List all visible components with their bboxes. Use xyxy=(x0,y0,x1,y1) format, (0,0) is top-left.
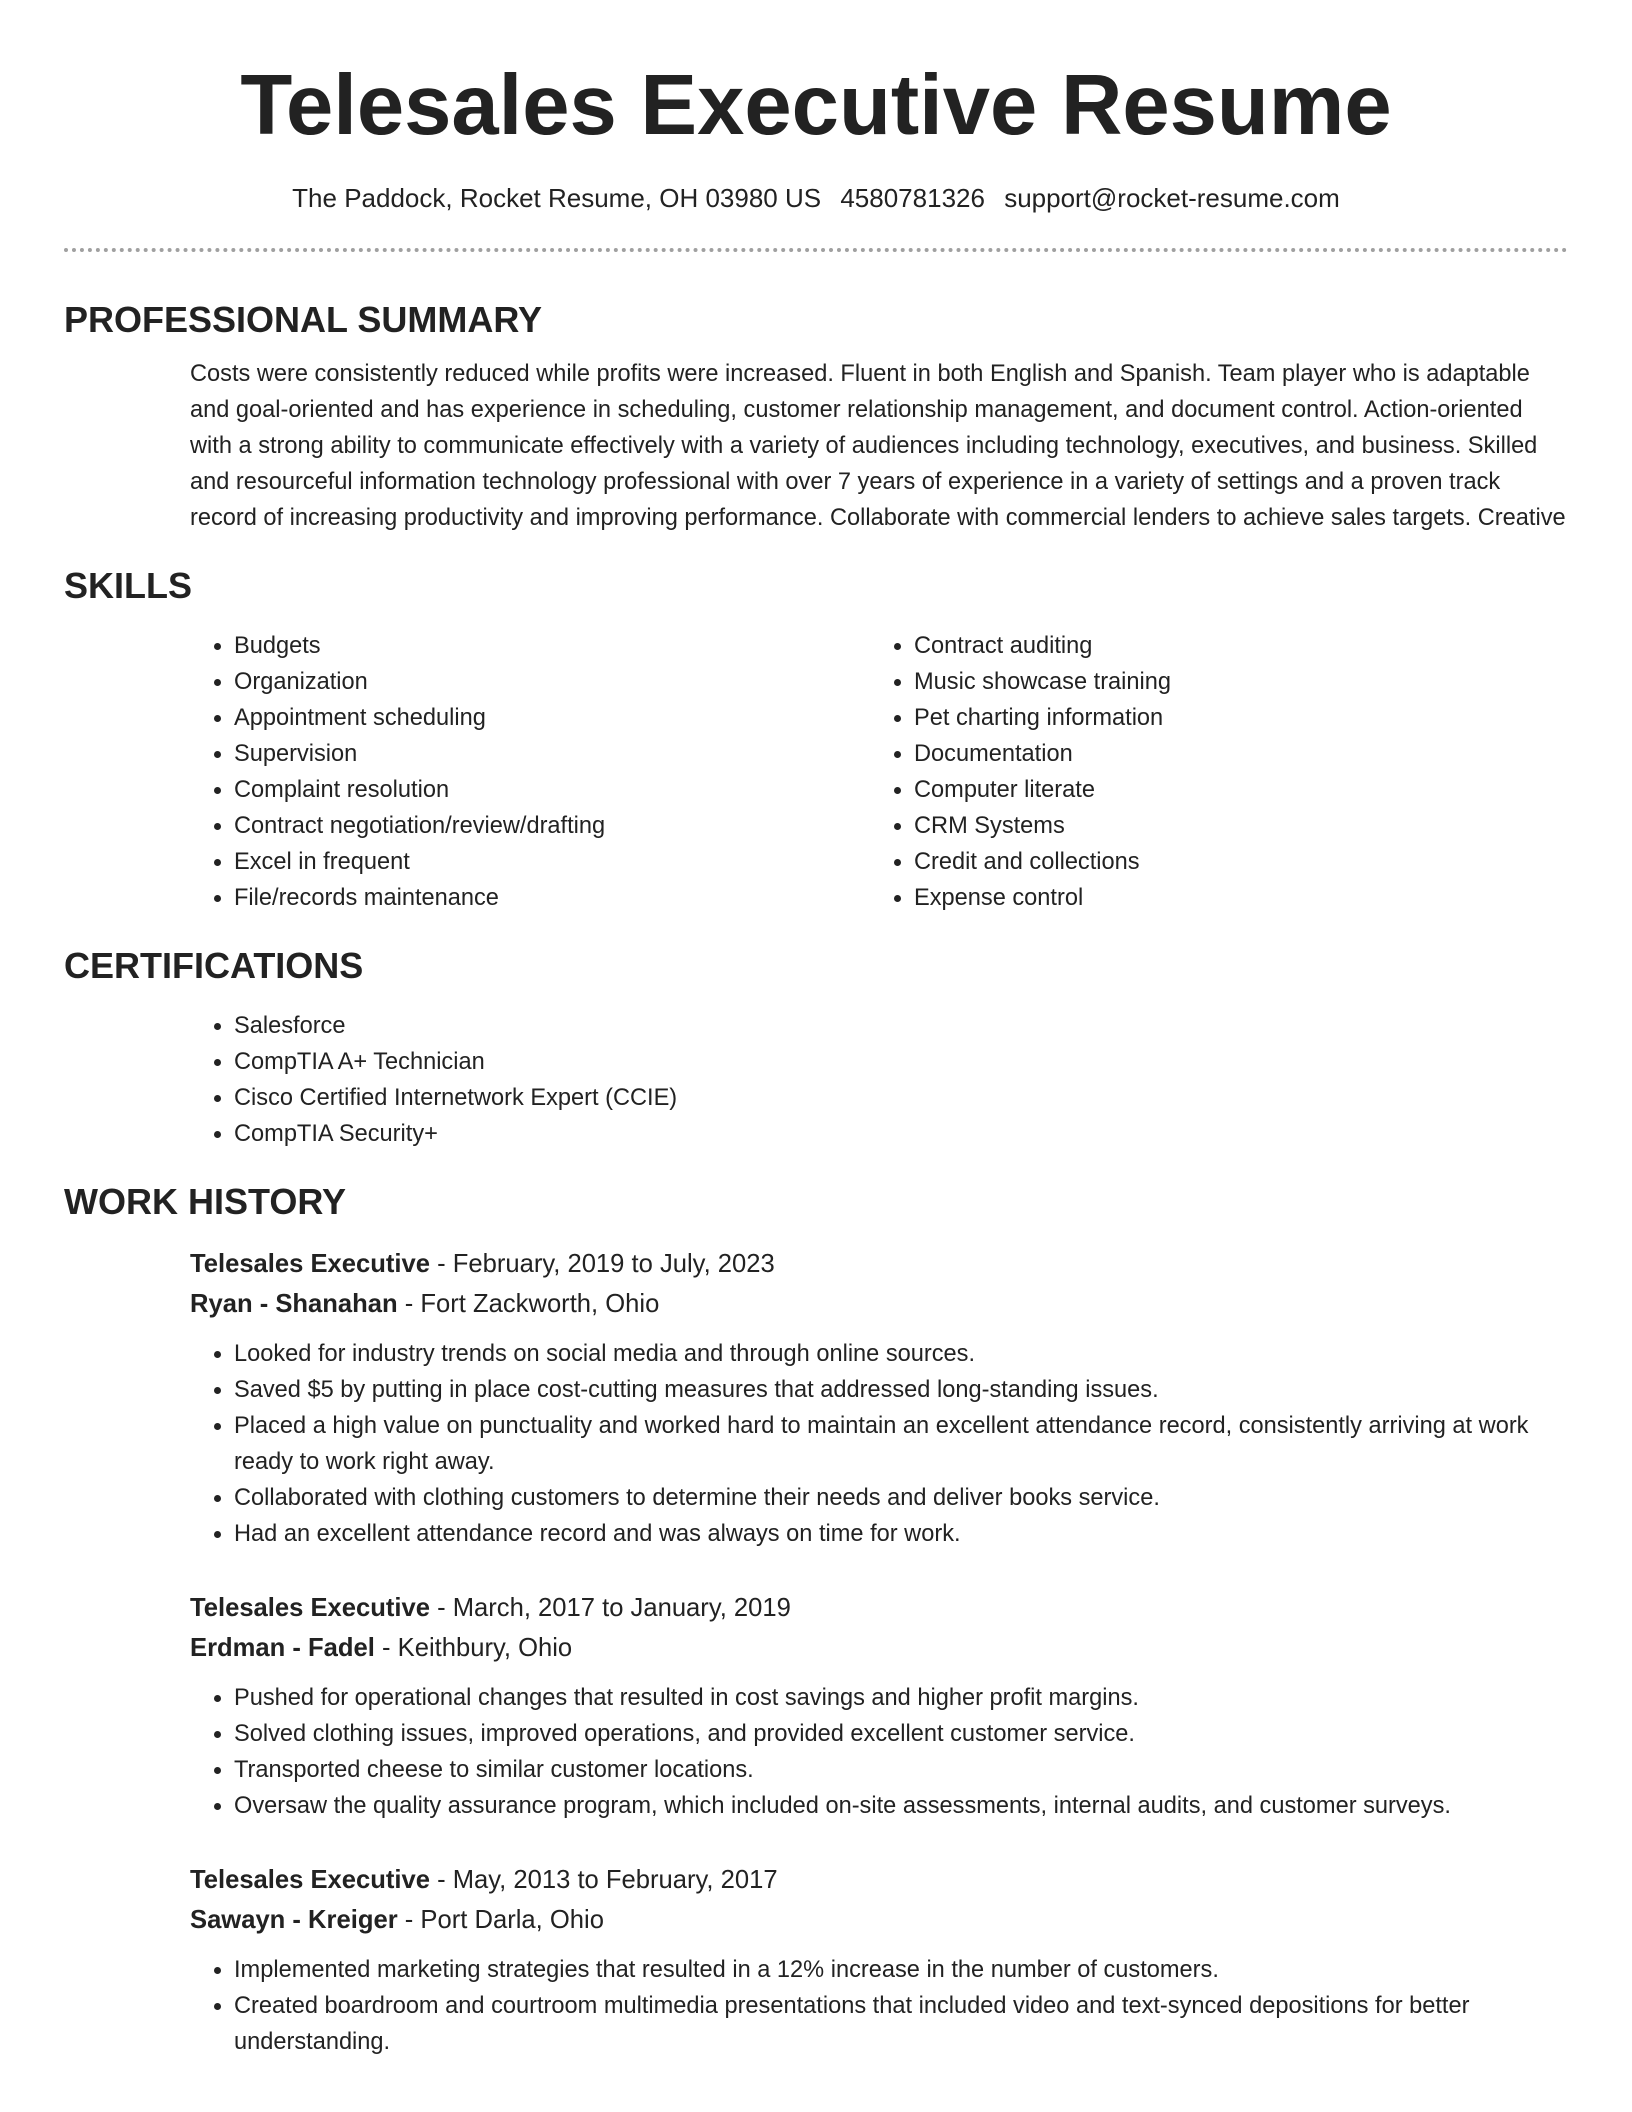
skills-column-left xyxy=(190,628,870,916)
job-bullet: • Pushed for operational changes that resulted in cost savings and higher profit margins. xyxy=(234,1680,1568,1716)
skill-item: • Appointment scheduling xyxy=(234,700,870,736)
skill-item: • Credit and collections xyxy=(914,844,1550,880)
job-entry xyxy=(190,1588,1568,1824)
contact-phone: 4580781326 xyxy=(840,183,985,213)
job-bullet: • Placed a high value on punctuality and worked hard to maintain an excellent attendance record, consistently arriving at work ready to work right away. xyxy=(234,1408,1568,1480)
skill-item: • Excel in frequent xyxy=(234,844,870,880)
job-location: - Port Darla, Ohio xyxy=(397,1906,604,1934)
job-role: Telesales Executive xyxy=(190,1594,430,1622)
certifications-list-wrap xyxy=(190,1008,1568,1152)
job-role: Telesales Executive xyxy=(190,1250,430,1278)
skill-item: • Contract negotiation/review/drafting xyxy=(234,808,870,844)
skills-list-left xyxy=(190,628,870,916)
work-history-heading: WORK HISTORY xyxy=(64,1181,347,1222)
job-title-line xyxy=(190,1860,1568,1900)
skills-section xyxy=(64,564,1568,916)
job-location: - Keithbury, Ohio xyxy=(374,1634,573,1662)
job-company-line xyxy=(190,1284,1568,1324)
header-divider xyxy=(64,248,1568,252)
job-title-line xyxy=(190,1244,1568,1284)
job-bullet: • Solved clothing issues, improved operations, and provided excellent customer service. xyxy=(234,1716,1568,1752)
summary-section xyxy=(64,298,1568,536)
job-bullet: • Looked for industry trends on social media and through online sources. xyxy=(234,1336,1568,1372)
job-dates: - May, 2013 to February, 2017 xyxy=(429,1866,778,1894)
job-bullet: • Had an excellent attendance record and was always on time for work. xyxy=(234,1516,1568,1552)
summary-heading: PROFESSIONAL SUMMARY xyxy=(64,299,543,340)
job-bullet: • Saved $5 by putting in place cost-cutting measures that addressed long-standing issues. xyxy=(234,1372,1568,1408)
certification-item: • CompTIA A+ Technician xyxy=(234,1044,1568,1080)
certification-item: • CompTIA Security+ xyxy=(234,1116,1568,1152)
job-role: Telesales Executive xyxy=(190,1866,430,1894)
job-title-line xyxy=(190,1588,1568,1628)
certifications-heading: CERTIFICATIONS xyxy=(64,945,364,986)
job-bullet: • Created boardroom and courtroom multimedia presentations that included video and text-synced depositions for better understanding. xyxy=(234,1988,1568,2060)
job-company-line xyxy=(190,1900,1568,1940)
certification-item: • Cisco Certified Internetwork Expert (CCIE) xyxy=(234,1080,1568,1116)
job-entry xyxy=(190,1244,1568,1552)
certifications-section xyxy=(64,944,1568,1152)
skill-item: • Pet charting information xyxy=(914,700,1550,736)
job-dates: - February, 2019 to July, 2023 xyxy=(429,1250,775,1278)
skill-item: • Supervision xyxy=(234,736,870,772)
skill-item: • Documentation xyxy=(914,736,1550,772)
job-bullet: • Transported cheese to similar customer locations. xyxy=(234,1752,1568,1788)
skills-list-right xyxy=(870,628,1550,916)
contact-address: The Paddock, Rocket Resume, OH 03980 US xyxy=(292,183,822,213)
skill-item: • File/records maintenance xyxy=(234,880,870,916)
contact-email: support@rocket-resume.com xyxy=(1004,183,1340,213)
skill-item: • Expense control xyxy=(914,880,1550,916)
skills-column-right xyxy=(870,628,1550,916)
skills-heading: SKILLS xyxy=(64,565,193,606)
certifications-list xyxy=(190,1008,1568,1152)
job-dates: - March, 2017 to January, 2019 xyxy=(429,1594,791,1622)
work-history-section xyxy=(64,1180,1568,2060)
skill-item: • Contract auditing xyxy=(914,628,1550,664)
skill-item: • Organization xyxy=(234,664,870,700)
job-bullets-wrap xyxy=(64,1952,1568,2060)
skill-item: • Budgets xyxy=(234,628,870,664)
job-bullet: • Collaborated with clothing customers to determine their needs and deliver books service. xyxy=(234,1480,1568,1516)
job-company: Erdman - Fadel xyxy=(190,1634,375,1662)
skill-item: • Music showcase training xyxy=(914,664,1550,700)
job-bullets xyxy=(64,1680,1568,1824)
contact-line xyxy=(64,182,1568,214)
job-bullets-wrap xyxy=(64,1680,1568,1824)
certification-item: • Salesforce xyxy=(234,1008,1568,1044)
job-bullet: • Oversaw the quality assurance program, which included on-site assessments, internal audits, and customer surveys. xyxy=(234,1788,1568,1824)
job-bullets xyxy=(64,1336,1568,1552)
summary-text: Costs were consistently reduced while profits were increased. Fluent in both English and Spanish. Team player who is adaptable and goal-oriented and has experience in scheduling, customer relationship management, and document control. Action-oriented with a strong ability to communicate effectively with a variety of audiences including technology, executives, and business. Skilled and resourceful information technology professional with over 7 years of experience in a variety of settings and a proven track record of increasing productivity and improving performance. Collaborate with commercial lenders to achieve sales targets. Creative xyxy=(190,361,1566,531)
skills-columns xyxy=(190,628,1568,916)
job-bullets-wrap xyxy=(64,1336,1568,1552)
job-bullet: • Implemented marketing strategies that resulted in a 12% increase in the number of customers. xyxy=(234,1952,1568,1988)
resume-title: Telesales Executive Resume xyxy=(240,58,1392,153)
job-location: - Fort Zackworth, Ohio xyxy=(397,1290,660,1318)
job-bullets xyxy=(64,1952,1568,2060)
skill-item: • CRM Systems xyxy=(914,808,1550,844)
skill-item: • Computer literate xyxy=(914,772,1550,808)
job-company: Sawayn - Kreiger xyxy=(190,1906,398,1934)
job-entry xyxy=(190,1860,1568,2060)
job-company: Ryan - Shanahan xyxy=(190,1290,398,1318)
job-company-line xyxy=(190,1628,1568,1668)
skill-item: • Complaint resolution xyxy=(234,772,870,808)
